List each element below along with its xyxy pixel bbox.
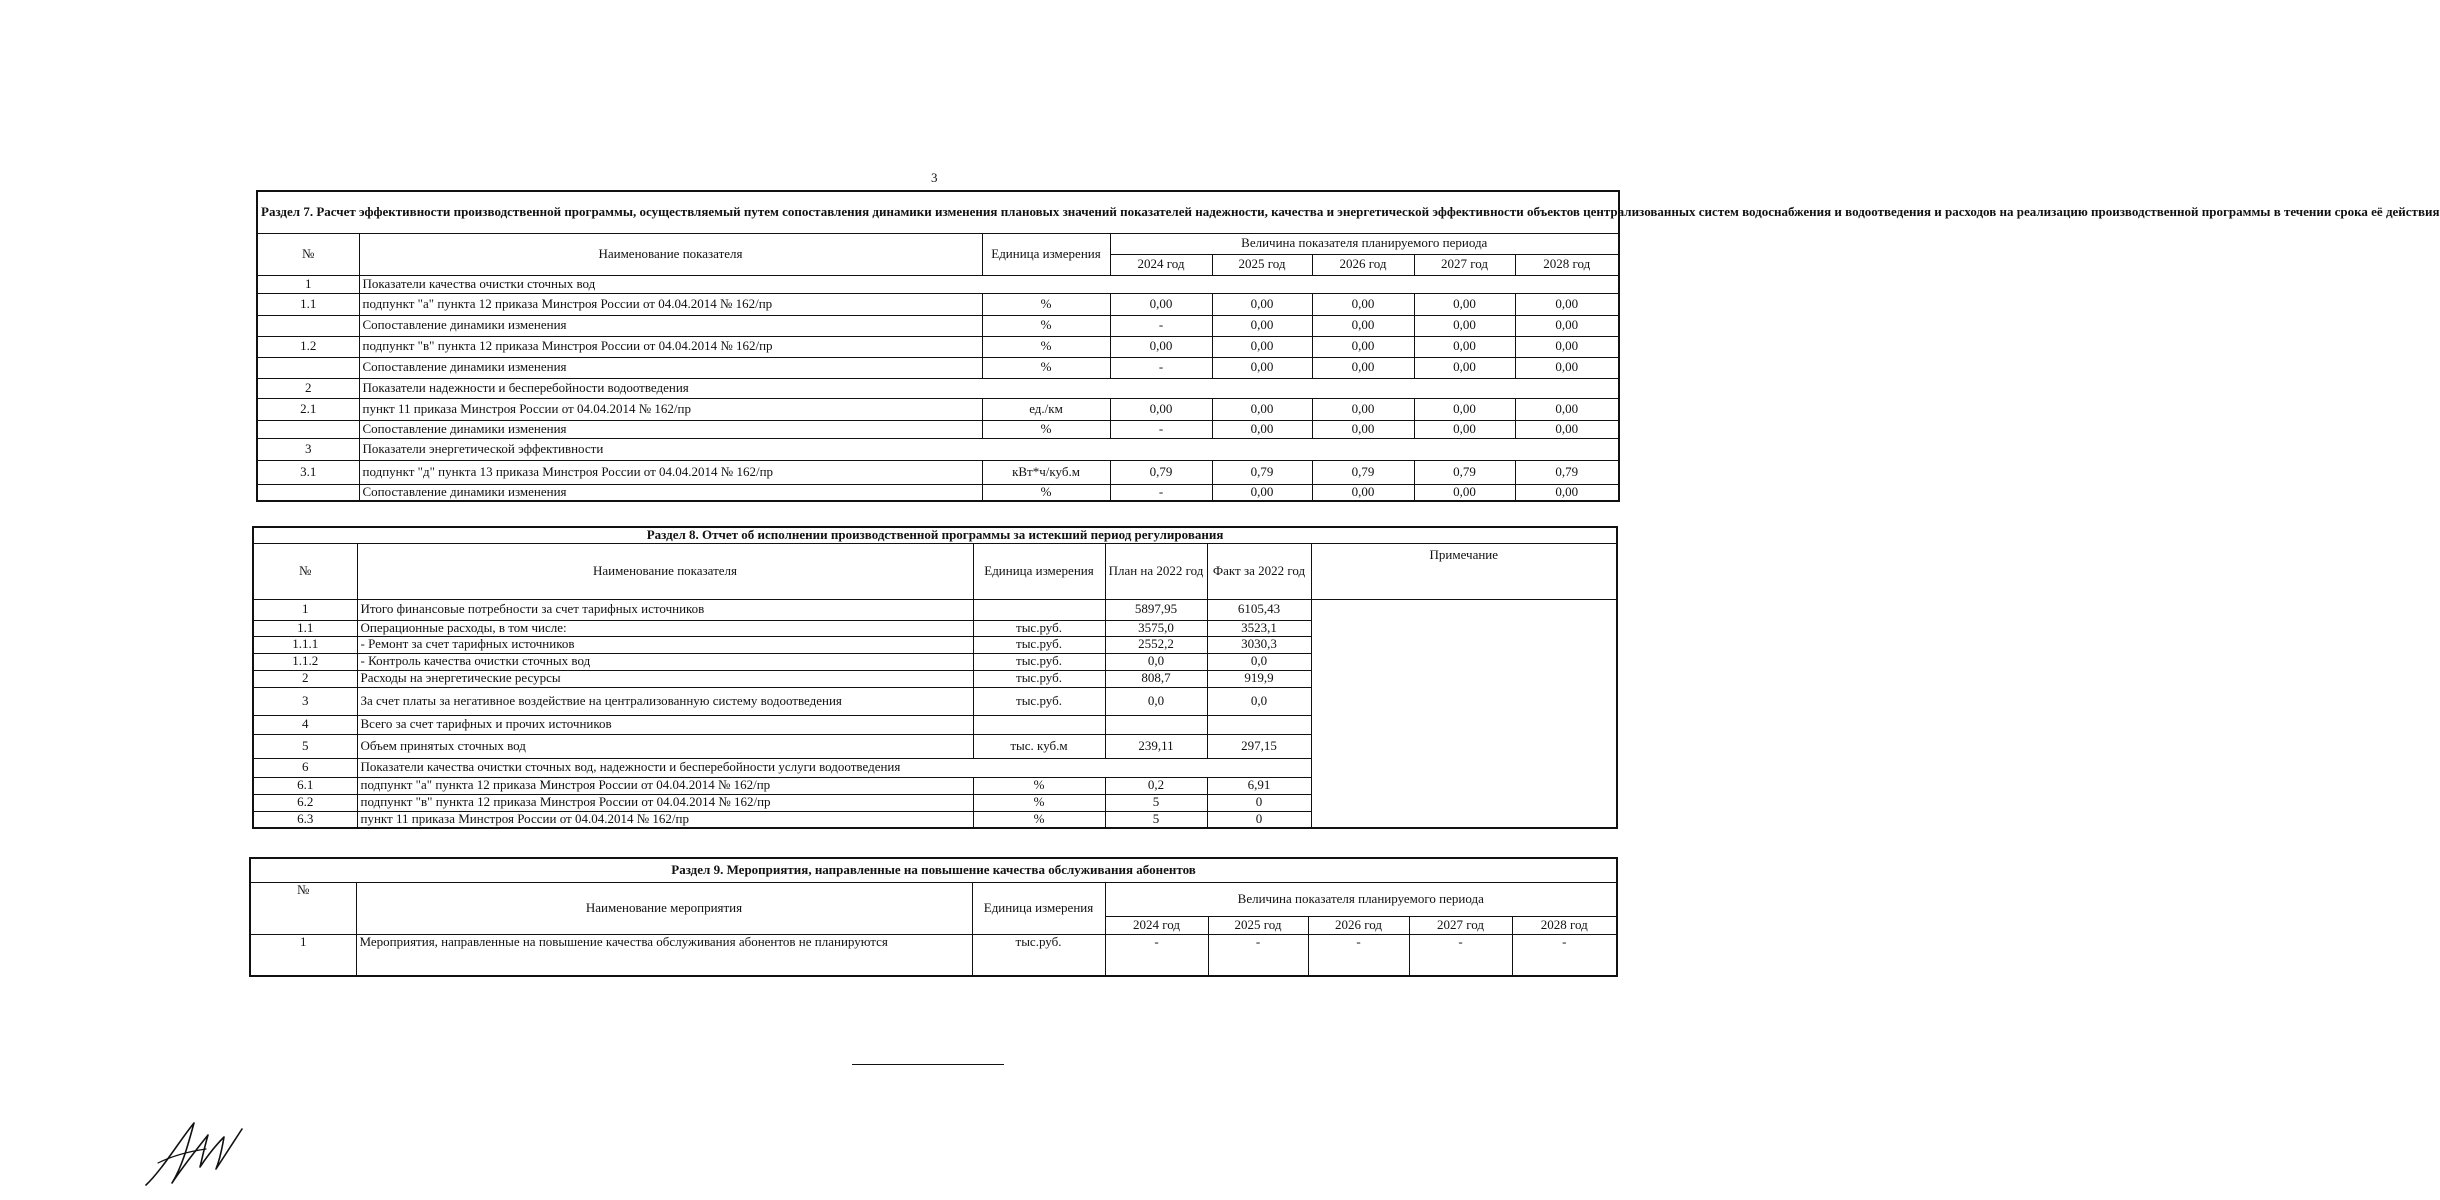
row-value: - [1409, 934, 1512, 976]
table-row [257, 293, 1619, 315]
row-value: 0,00 [1212, 336, 1312, 357]
row-fact: 6,91 [1207, 777, 1311, 794]
row-unit: кВт*ч/куб.м [982, 460, 1110, 484]
section7-title: Раздел 7. Расчет эффективности производственной программы, осуществляемый путем сопоставления динамики изменения плановых значений показателей надежности, качества и энергетической эффективности объектов централизованных систем водоснабжения и водоотведения и расходов на реализацию производственной программы в течении срока её действия [257, 191, 1619, 233]
row-value: 0,00 [1515, 484, 1619, 501]
header-unit: Единица измерения [982, 233, 1110, 275]
row-name: Операционные расходы, в том числе: [357, 620, 973, 636]
row-value: 0,00 [1110, 336, 1212, 357]
row-plan: 808,7 [1105, 670, 1207, 687]
row-value: 0,00 [1414, 336, 1515, 357]
header-num: № [250, 882, 356, 934]
header-year: 2027 год [1414, 254, 1515, 275]
footer-divider [852, 1064, 1004, 1065]
header-unit: Единица измерения [972, 882, 1105, 934]
row-fact: 0,0 [1207, 687, 1311, 715]
row-value: - [1512, 934, 1617, 976]
row-value: 0,79 [1414, 460, 1515, 484]
row-name: Объем принятых сточных вод [357, 734, 973, 758]
header-year: 2025 год [1212, 254, 1312, 275]
row-value: 0,00 [1515, 420, 1619, 438]
row-number: 1.1.2 [253, 653, 357, 670]
row-name: пункт 11 приказа Минстроя России от 04.04.2014 № 162/пр [359, 398, 982, 420]
row-unit: тыс.руб. [973, 670, 1105, 687]
row-name: пункт 11 приказа Минстроя России от 04.04.2014 № 162/пр [357, 811, 973, 828]
row-name: - Ремонт за счет тарифных источников [357, 636, 973, 653]
row-value: - [1208, 934, 1308, 976]
row-number: 1.1 [253, 620, 357, 636]
header-year: 2024 год [1105, 916, 1208, 934]
row-number: 2 [253, 670, 357, 687]
row-unit [973, 599, 1105, 620]
row-name: Мероприятия, направленные на повышение качества обслуживания абонентов не планируются [356, 934, 972, 976]
row-value: 0,00 [1312, 420, 1414, 438]
header-num: № [257, 233, 359, 275]
section9-title: Раздел 9. Мероприятия, направленные на повышение качества обслуживания абонентов [250, 858, 1617, 882]
row-name: Показатели качества очистки сточных вод [359, 275, 1619, 293]
row-value: 0,00 [1312, 484, 1414, 501]
row-name: Расходы на энергетические ресурсы [357, 670, 973, 687]
row-value: 0,79 [1212, 460, 1312, 484]
row-name: Показатели надежности и бесперебойности водоотведения [359, 378, 1619, 398]
row-unit: % [982, 357, 1110, 378]
row-name: Сопоставление динамики изменения [359, 484, 982, 501]
header-year: 2026 год [1308, 916, 1409, 934]
header-period: Величина показателя планируемого периода [1105, 882, 1617, 916]
row-name: За счет платы за негативное воздействие на централизованную систему водоотведения [357, 687, 973, 715]
section9-table [249, 857, 1618, 977]
row-unit: % [973, 794, 1105, 811]
header-period: Величина показателя планируемого периода [1110, 233, 1619, 254]
row-name: Сопоставление динамики изменения [359, 357, 982, 378]
row-number: 6.3 [253, 811, 357, 828]
row-fact: 6105,43 [1207, 599, 1311, 620]
note-cell [1311, 599, 1617, 828]
section8-table [252, 526, 1618, 829]
row-plan: 2552,2 [1105, 636, 1207, 653]
header-plan: План на 2022 год [1105, 543, 1207, 599]
row-name: подпункт "в" пункта 12 приказа Минстроя России от 04.04.2014 № 162/пр [359, 336, 982, 357]
row-name: Всего за счет тарифных и прочих источников [357, 715, 973, 734]
row-number: 1 [250, 934, 356, 976]
section7-table [256, 190, 2440, 502]
row-name: подпункт "а" пункта 12 приказа Минстроя России от 04.04.2014 № 162/пр [357, 777, 973, 794]
signature-image [142, 1115, 252, 1190]
row-unit: тыс. куб.м [973, 734, 1105, 758]
row-unit [973, 715, 1105, 734]
row-value: 0,00 [1212, 315, 1312, 336]
table-row [257, 336, 1619, 357]
table-row [257, 378, 1619, 398]
row-value: 0,00 [1212, 357, 1312, 378]
row-plan: 239,11 [1105, 734, 1207, 758]
header-name: Наименование показателя [357, 543, 973, 599]
row-unit: тыс.руб. [973, 636, 1105, 653]
row-fact [1207, 715, 1311, 734]
row-number: 2.1 [257, 398, 359, 420]
row-fact: 297,15 [1207, 734, 1311, 758]
row-number: 6.1 [253, 777, 357, 794]
row-value: 0,00 [1515, 398, 1619, 420]
row-value: 0,00 [1414, 420, 1515, 438]
table-row [253, 599, 1617, 620]
section7-rows [257, 275, 1619, 501]
row-value: 0,00 [1212, 293, 1312, 315]
row-value: 0,00 [1414, 398, 1515, 420]
row-value: 0,00 [1414, 357, 1515, 378]
row-fact: 0 [1207, 794, 1311, 811]
row-value: 0,00 [1414, 484, 1515, 501]
row-unit: ед./км [982, 398, 1110, 420]
row-fact: 0,0 [1207, 653, 1311, 670]
row-plan [1105, 715, 1207, 734]
table-row [257, 398, 1619, 420]
row-name: подпункт "д" пункта 13 приказа Минстроя России от 04.04.2014 № 162/пр [359, 460, 982, 484]
row-plan: 5897,95 [1105, 599, 1207, 620]
row-value: 0,00 [1414, 293, 1515, 315]
row-value: 0,00 [1312, 398, 1414, 420]
section9-rows [250, 934, 1617, 976]
row-number: 1.1 [257, 293, 359, 315]
row-unit: тыс.руб. [973, 653, 1105, 670]
section8-rows [253, 599, 1617, 828]
row-name: подпункт "а" пункта 12 приказа Минстроя России от 04.04.2014 № 162/пр [359, 293, 982, 315]
table-row [257, 460, 1619, 484]
header-year: 2028 год [1515, 254, 1619, 275]
header-num: № [253, 543, 357, 599]
row-value: 0,00 [1515, 336, 1619, 357]
row-number: 3 [253, 687, 357, 715]
row-value: - [1110, 357, 1212, 378]
row-unit: % [982, 336, 1110, 357]
page-number: 3 [931, 170, 938, 185]
row-value: 0,00 [1110, 398, 1212, 420]
row-value: 0,00 [1212, 398, 1312, 420]
row-unit: % [982, 315, 1110, 336]
row-unit: тыс.руб. [972, 934, 1105, 976]
row-plan: 5 [1105, 794, 1207, 811]
header-year: 2025 год [1208, 916, 1308, 934]
header-year: 2026 год [1312, 254, 1414, 275]
table-row [257, 420, 1619, 438]
row-number: 5 [253, 734, 357, 758]
row-value: - [1105, 934, 1208, 976]
row-value: 0,00 [1515, 315, 1619, 336]
table-row [257, 275, 1619, 293]
row-value: - [1110, 420, 1212, 438]
section8-title: Раздел 8. Отчет об исполнении производственной программы за истекший период регулирования [253, 527, 1617, 543]
header-year: 2027 год [1409, 916, 1512, 934]
row-unit: % [982, 293, 1110, 315]
row-value: 0,00 [1414, 315, 1515, 336]
row-value: 0,79 [1110, 460, 1212, 484]
table-row [257, 438, 1619, 460]
row-unit: тыс.руб. [973, 687, 1105, 715]
row-number: 1 [253, 599, 357, 620]
table-row [257, 357, 1619, 378]
row-value: 0,00 [1515, 293, 1619, 315]
row-fact: 3523,1 [1207, 620, 1311, 636]
row-plan: 0,0 [1105, 653, 1207, 670]
row-number: 1 [257, 275, 359, 293]
row-name: - Контроль качества очистки сточных вод [357, 653, 973, 670]
row-value: - [1110, 484, 1212, 501]
row-unit: % [982, 420, 1110, 438]
row-value: 0,00 [1312, 357, 1414, 378]
table-row [257, 315, 1619, 336]
header-year: 2028 год [1512, 916, 1617, 934]
row-name: Показатели качества очистки сточных вод, надежности и бесперебойности услуги водоотведения [357, 758, 1311, 777]
row-number: 2 [257, 378, 359, 398]
header-year: 2024 год [1110, 254, 1212, 275]
row-plan: 0,0 [1105, 687, 1207, 715]
header-name: Наименование показателя [359, 233, 982, 275]
table-row [250, 934, 1617, 976]
row-value: 0,00 [1212, 484, 1312, 501]
row-name: Сопоставление динамики изменения [359, 315, 982, 336]
row-plan: 0,2 [1105, 777, 1207, 794]
row-value: 0,00 [1515, 357, 1619, 378]
row-name: подпункт "в" пункта 12 приказа Минстроя России от 04.04.2014 № 162/пр [357, 794, 973, 811]
row-fact: 919,9 [1207, 670, 1311, 687]
row-value: - [1110, 315, 1212, 336]
row-value: - [1308, 934, 1409, 976]
row-unit: тыс.руб. [973, 620, 1105, 636]
row-number [257, 484, 359, 501]
row-number [257, 357, 359, 378]
row-fact: 0 [1207, 811, 1311, 828]
row-name: Показатели энергетической эффективности [359, 438, 1619, 460]
row-value: 0,00 [1312, 293, 1414, 315]
row-plan: 3575,0 [1105, 620, 1207, 636]
row-number [257, 420, 359, 438]
row-number: 1.1.1 [253, 636, 357, 653]
row-unit: % [973, 777, 1105, 794]
header-fact: Факт за 2022 год [1207, 543, 1311, 599]
row-value: 0,00 [1110, 293, 1212, 315]
row-number: 3.1 [257, 460, 359, 484]
row-value: 0,00 [1312, 336, 1414, 357]
row-value: 0,00 [1212, 420, 1312, 438]
row-unit: % [982, 484, 1110, 501]
header-note: Примечание [1311, 543, 1617, 599]
row-plan: 5 [1105, 811, 1207, 828]
row-number: 6 [253, 758, 357, 777]
header-name: Наименование мероприятия [356, 882, 972, 934]
row-number [257, 315, 359, 336]
row-value: 0,79 [1312, 460, 1414, 484]
row-number: 6.2 [253, 794, 357, 811]
row-name: Сопоставление динамики изменения [359, 420, 982, 438]
header-unit: Единица измерения [973, 543, 1105, 599]
row-number: 3 [257, 438, 359, 460]
row-value: 0,00 [1312, 315, 1414, 336]
row-name: Итого финансовые потребности за счет тарифных источников [357, 599, 973, 620]
table-row [257, 484, 1619, 501]
row-value: 0,79 [1515, 460, 1619, 484]
row-fact: 3030,3 [1207, 636, 1311, 653]
row-unit: % [973, 811, 1105, 828]
row-number: 4 [253, 715, 357, 734]
row-number: 1.2 [257, 336, 359, 357]
